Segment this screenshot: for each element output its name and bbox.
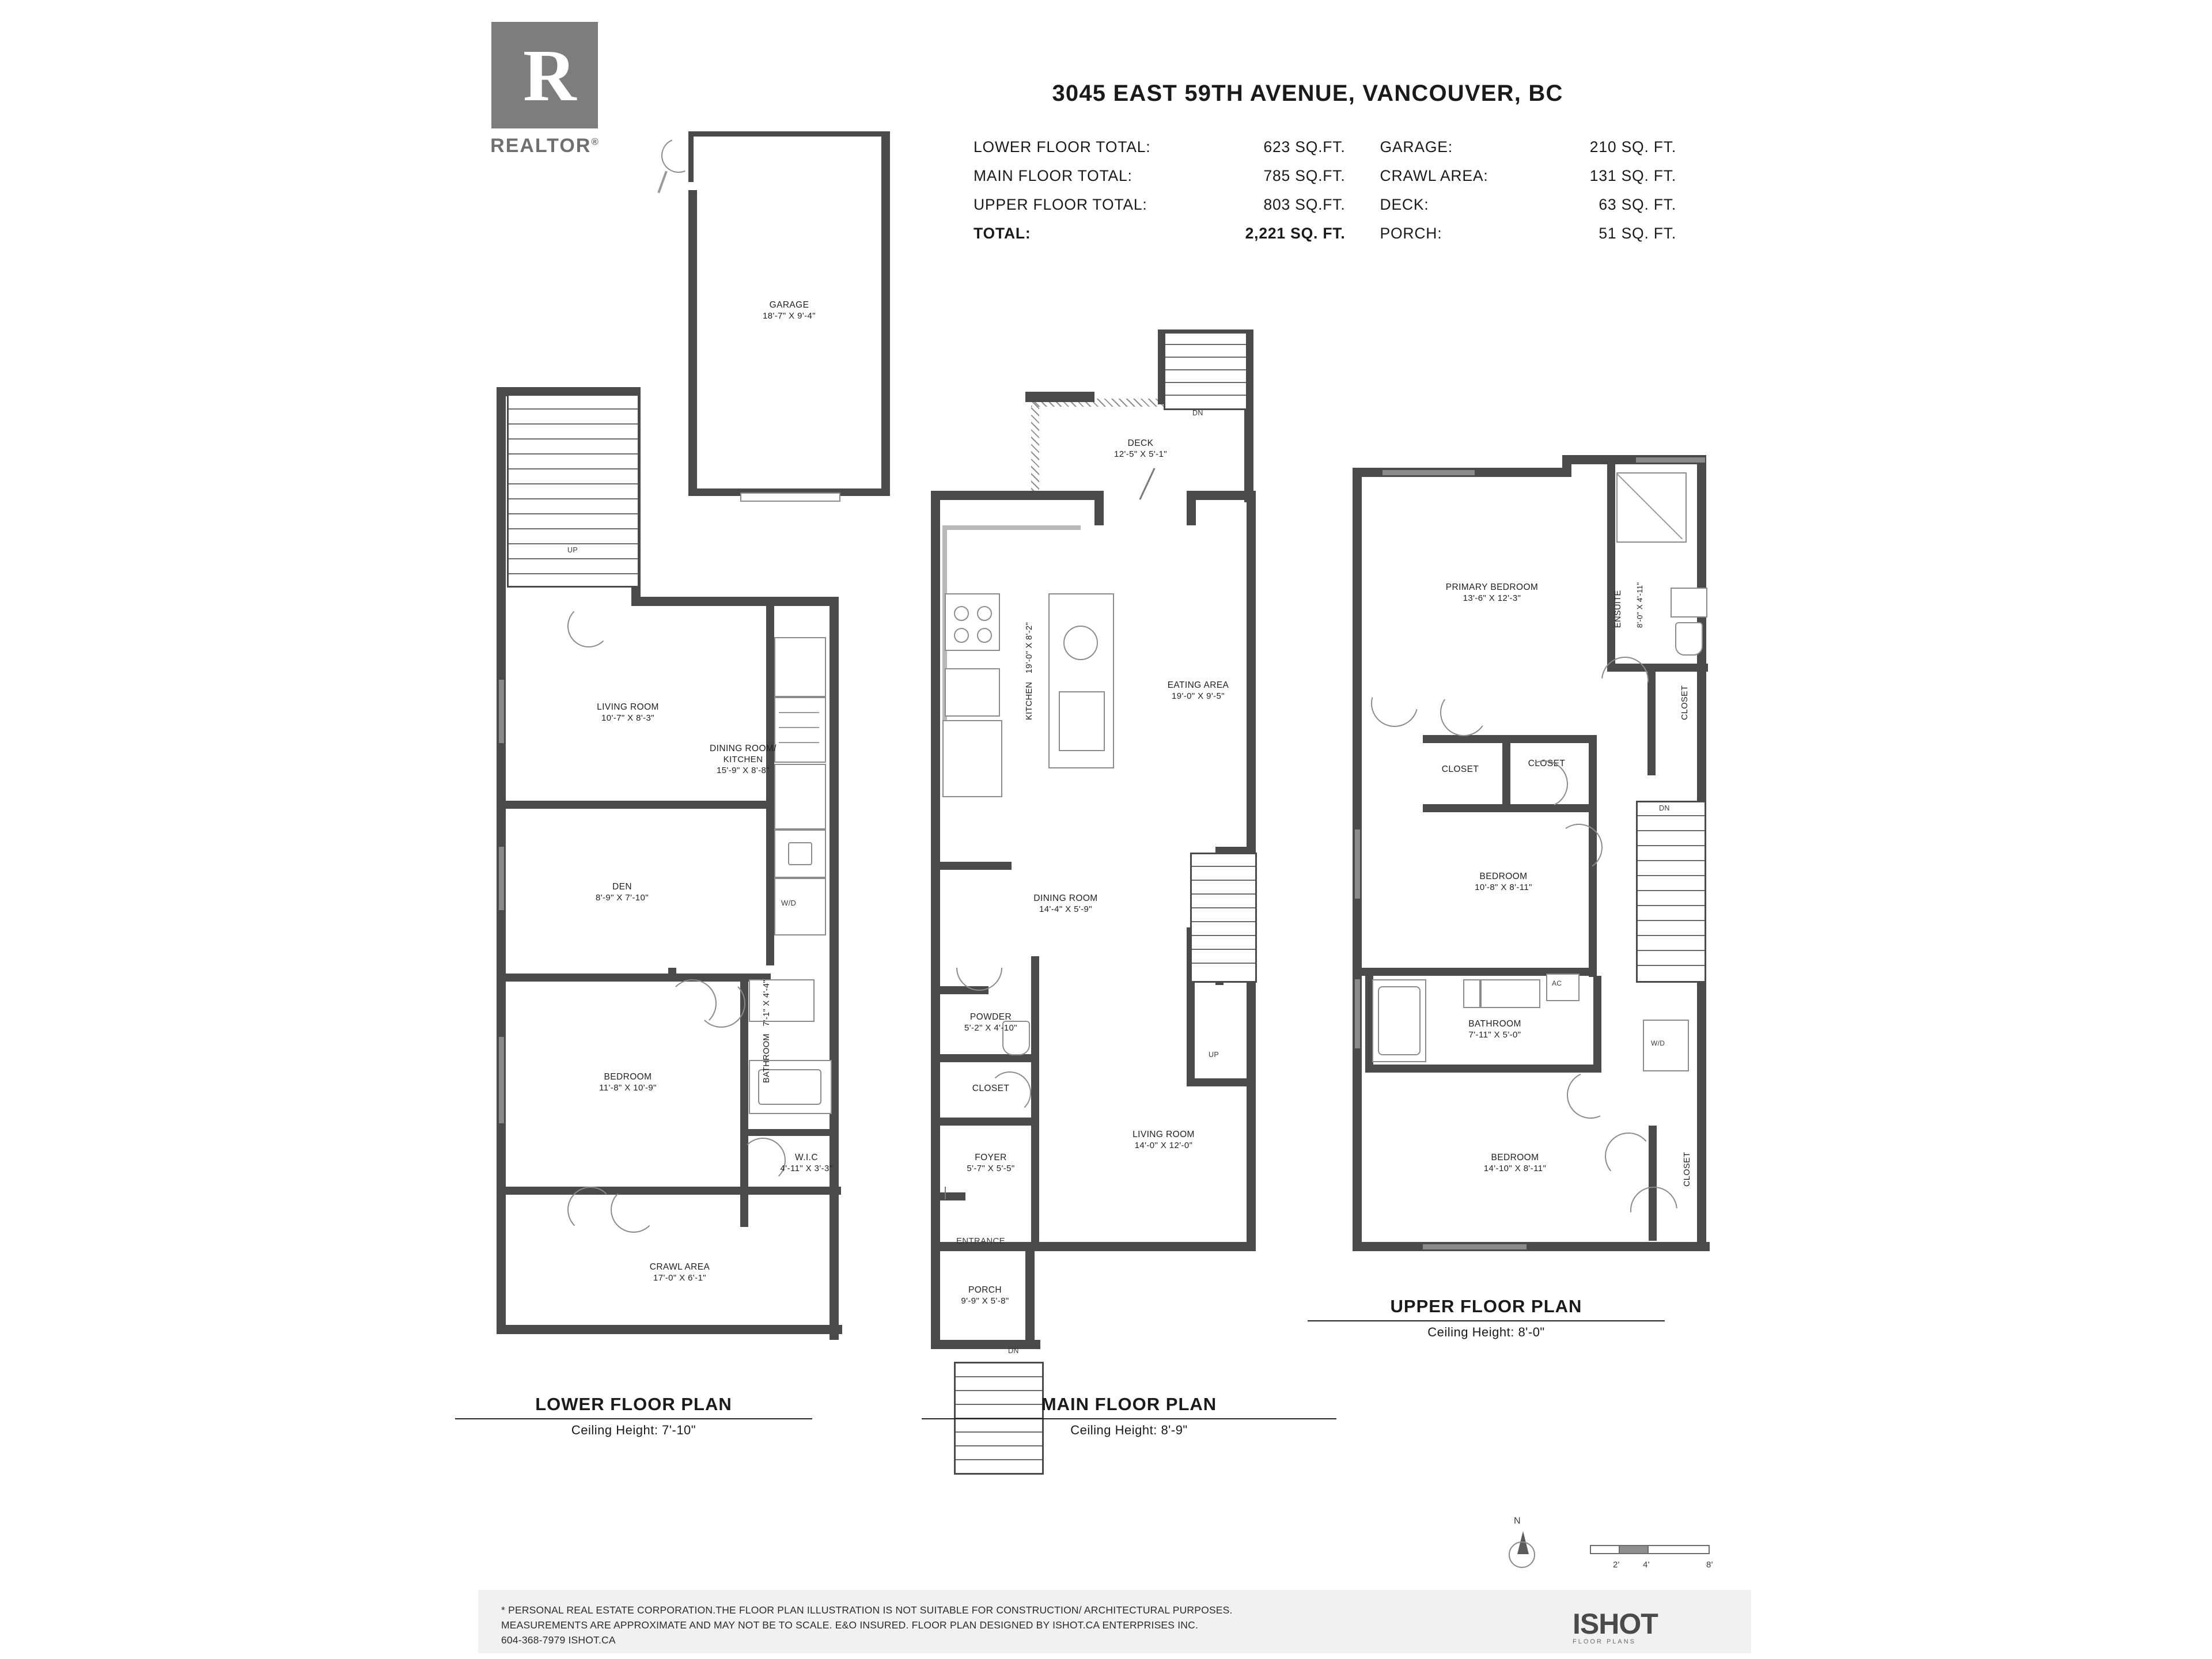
room-label-primary-bedroom: PRIMARY BEDROOM 13'-6" X 12'-3" (1445, 582, 1539, 603)
room-label-deck: DECK 12'-5" X 5'-1" (1113, 438, 1168, 459)
garage-wall-top (691, 131, 887, 137)
window-living-lower (499, 680, 504, 743)
room-label-lower-den: DEN 8'-9" X 7'-10" (595, 882, 649, 903)
toilet-upper (1463, 979, 1480, 1008)
ishot-logo-subtext: FLOOR PLANS (1573, 1638, 1637, 1645)
room-label-upper-closet-b: CLOSET (1528, 759, 1566, 768)
island-sink (1063, 626, 1098, 660)
footer-disclaimer (501, 1603, 1423, 1647)
room-label-upper-closet-c: CLOSET (1683, 1152, 1692, 1187)
toilet-ensuite (1675, 622, 1703, 656)
room-label-main-kitchen: KITCHEN 19'-0" X 8'-2" (1025, 622, 1034, 720)
sink-main (945, 668, 1000, 717)
lower-wall-den-top (506, 801, 771, 809)
main-wall-top-right (1187, 491, 1256, 500)
upper-wall-bath-right (1593, 976, 1601, 1073)
garage-wall-right (881, 131, 890, 495)
deck-edge-left (1031, 399, 1039, 497)
main-plan-ceiling: Ceiling Height: 8'-9" (922, 1418, 1336, 1438)
main-wall-foyer-right (1031, 956, 1039, 1244)
upper-plan-ceiling: Ceiling Height: 8'-0" (1308, 1320, 1665, 1340)
room-label-garage: GARAGE 18'-7" X 9'-4" (762, 300, 816, 321)
entrance-label: ENTRANCE (956, 1236, 1005, 1246)
upper-stair (1636, 801, 1706, 983)
scale-bar (1590, 1545, 1734, 1558)
main-stair-top (1164, 332, 1248, 410)
vanity-upper (1480, 979, 1540, 1008)
upper-wall-ensuite-left (1607, 464, 1615, 672)
room-label-lower-crawl: CRAWL AREA 17'-0" X 6'-1" (649, 1262, 710, 1283)
upper-wall-closet-ens-left (1647, 672, 1656, 775)
room-label-main-closet: CLOSET (972, 1084, 1010, 1093)
main-wall-foyer-bottom (931, 1192, 965, 1200)
room-label-upper-bedroom2: BEDROOM 10'-8" X 8'-11" (1475, 872, 1532, 892)
room-label-powder: POWDER 5'-2" X 4'-10" (964, 1012, 1018, 1033)
lower-wall-upper-mid (631, 597, 839, 606)
door-upper-2 (1437, 685, 1491, 740)
lower-stair (507, 394, 639, 588)
garage-label: GARAGE: (1380, 138, 1453, 156)
lower-wall-den-stub (668, 968, 676, 982)
upper-stair-dn-label: DN (1659, 804, 1670, 812)
room-label-porch: PORCH 9'-9" X 5'-8" (961, 1285, 1009, 1306)
room-label-lower-living: LIVING ROOM 10'-7" X 8'-3" (597, 702, 659, 723)
window-den-lower (499, 847, 504, 910)
cooktop-main (945, 593, 1000, 651)
main-wall-deck-left (1025, 392, 1094, 402)
upper-wall-closets-bottom (1423, 804, 1596, 812)
room-dim-ensuite: 8'-0" X 4'-11" (1635, 582, 1644, 628)
main-wall-living-bottom (1187, 1078, 1256, 1086)
total-value: 2,221 SQ. FT. (1245, 225, 1346, 242)
door-upper-1 (1362, 671, 1427, 736)
window-primary (1382, 470, 1475, 475)
room-label-foyer: FOYER 5'-7" X 5'-5" (967, 1153, 1015, 1173)
room-label-lower-bedroom: BEDROOM 11'-8" X 10'-9" (599, 1072, 657, 1093)
lower-wall-wic-top (740, 1129, 832, 1136)
main-stair-up-label: UP (1209, 1051, 1219, 1059)
footer-line-3: 604-368-7979 ISHOT.CA (501, 1634, 616, 1646)
main-wall-top-left (931, 491, 1104, 500)
realtor-logo-mark (491, 22, 598, 128)
window-ensuite (1636, 457, 1705, 463)
compass-north-label: N (1514, 1516, 1521, 1526)
realtor-logo (478, 22, 611, 166)
scale-tick-2: 2' (1613, 1560, 1620, 1570)
lower-plan-title: LOWER FLOOR PLAN (535, 1394, 732, 1414)
room-label-lower-bathroom: BATHROOM 7'-1" X 4'-4" (762, 979, 771, 1083)
garage-entry-door-leaf (657, 171, 667, 194)
deck-value: 63 SQ. FT. (1599, 196, 1676, 213)
fridge-main (942, 720, 1002, 797)
compass-icon (1501, 1527, 1541, 1567)
door-upper-6 (1560, 1065, 1620, 1125)
upper-wall-bottom (1353, 1242, 1710, 1251)
island-dishwasher (1059, 691, 1105, 751)
room-label-upper-closet-a: CLOSET (1441, 764, 1479, 774)
realtor-logo-letter: R (523, 35, 577, 116)
main-wall-closet-bottom (931, 1118, 1038, 1126)
main-floor-label: MAIN FLOOR TOTAL: (974, 167, 1132, 184)
garage-wall-left (688, 190, 697, 495)
main-plan-title: MAIN FLOOR PLAN (1041, 1394, 1217, 1414)
upper-floor-value: 803 SQ.FT. (1263, 196, 1346, 213)
main-entry-dn-label: DN (1008, 1347, 1019, 1355)
footer-line-2: MEASUREMENTS ARE APPROXIMATE AND MAY NOT BE TO SCALE. E&O INSURED. FLOOR PLAN DESIGNED BY ISHOT.CA ENTERPRISES INC. (501, 1619, 1199, 1631)
room-label-upper-bathroom: BATHROOM 7'-11" X 5'-0" (1468, 1019, 1521, 1040)
garage-door-opening (740, 493, 840, 502)
door-lower-crawl-2 (611, 1187, 657, 1233)
lower-wall-den-bottom (506, 974, 771, 982)
deck-door-leaf (1139, 468, 1155, 500)
table-row (974, 138, 1676, 167)
crawl-area-value: 131 SQ. FT. (1589, 167, 1676, 184)
room-label-lower-wic: W.I.C 4'-11" X 3'-3" (780, 1153, 833, 1173)
porch-value: 51 SQ. FT. (1599, 225, 1676, 242)
lower-wall-bottom (497, 1325, 842, 1334)
scale-tick-4: 4' (1643, 1560, 1650, 1570)
lower-floor-label: LOWER FLOOR TOTAL: (974, 138, 1151, 156)
lower-wd-label: W/D (781, 899, 797, 907)
upper-wd-label: W/D (1651, 1039, 1665, 1047)
room-label-main-living: LIVING ROOM 14'-0" X 12'-0" (1132, 1130, 1195, 1150)
garage-entry-door-arc (656, 133, 701, 178)
room-label-lower-dining-kitchen: DINING ROOM/ KITCHEN 15'-9" X 8'-8" (710, 744, 777, 775)
lower-plan-ceiling: Ceiling Height: 7'-10" (455, 1418, 812, 1438)
area-summary (974, 138, 1676, 253)
room-label-main-dining: DINING ROOM 14'-4" X 5'-9" (1033, 893, 1098, 914)
room-label-upper-bedroom3: BEDROOM 14'-10" X 8'-11" (1483, 1153, 1547, 1173)
scale-tick-8: 8' (1706, 1560, 1713, 1570)
door-main-closet (988, 1071, 1031, 1114)
main-stair-dn-top-label: DN (1192, 409, 1203, 417)
realtor-logo-wordmark: REALTOR® (490, 135, 600, 157)
window-upper-bed2 (1355, 830, 1360, 899)
toilet-lower (749, 979, 815, 1022)
main-wall-dining-left (931, 862, 1012, 870)
main-wall-left (931, 491, 940, 1251)
window-upper-bath (1355, 979, 1360, 1048)
table-row (974, 167, 1676, 196)
ac-label: AC (1552, 979, 1562, 987)
lower-wall-kitchen-left (766, 597, 774, 965)
table-row (974, 225, 1676, 253)
lower-floor-value: 623 SQ.FT. (1263, 138, 1346, 156)
page-title: 3045 EAST 59TH AVENUE, VANCOUVER, BC (1052, 81, 1563, 106)
footer-line-1: * PERSONAL REAL ESTATE CORPORATION.THE FLOOR PLAN ILLUSTRATION IS NOT SUITABLE FOR CONSTRUCTION/ ARCHITECTURAL PURPOSES. (501, 1604, 1233, 1616)
table-row (974, 196, 1676, 225)
window-upper-bed3 (1423, 1244, 1527, 1249)
washer-dryer-upper (1643, 1020, 1689, 1071)
crawl-area-label: CRAWL AREA: (1380, 167, 1488, 184)
upper-wall-bath-bottom (1365, 1065, 1596, 1073)
upper-plan-title: UPPER FLOOR PLAN (1390, 1296, 1582, 1316)
garage-value: 210 SQ. FT. (1589, 138, 1676, 156)
upper-wall-closets-mid (1502, 735, 1510, 810)
lower-stair-up-label: UP (567, 546, 578, 554)
door-lower-bath (697, 979, 745, 1028)
lower-wall-right-upper (830, 597, 839, 971)
room-label-closet-ensuite: CLOSET (1680, 685, 1690, 720)
main-wall-top-notch (1094, 491, 1104, 525)
main-wall-bottom-right (1118, 1242, 1256, 1251)
door-upper-8 (1620, 1177, 1687, 1244)
upper-wall-closets-right (1589, 735, 1597, 812)
kitchen-counter-lower (774, 637, 826, 697)
door-lower-crawl-1 (567, 1187, 613, 1233)
ishot-logo-text: ISHOT (1573, 1608, 1658, 1640)
deck-label: DECK: (1380, 196, 1429, 213)
upper-floor-label: UPPER FLOOR TOTAL: (974, 196, 1147, 213)
main-stair-up (1190, 853, 1257, 983)
main-wall-powder-bottom (931, 1054, 1038, 1062)
ishot-logo (1573, 1607, 1658, 1645)
vanity-ensuite (1671, 588, 1707, 618)
porch-label: PORCH: (1380, 225, 1442, 242)
room-label-eating-area: EATING AREA 19'-0" X 9'-5" (1167, 680, 1229, 701)
main-floor-value: 785 SQ.FT. (1263, 167, 1346, 184)
room-label-ensuite: ENSUITE (1613, 590, 1623, 628)
ac-unit (1546, 974, 1580, 1001)
door-upper-7 (1603, 1131, 1654, 1182)
porch-wall-bottom (931, 1340, 1040, 1349)
door-lower-hall-1 (567, 605, 610, 647)
door-upper-5 (1552, 820, 1607, 875)
window-bedroom-lower (499, 1037, 504, 1123)
kitchen-counter-top (942, 525, 1081, 530)
total-label: TOTAL: (974, 225, 1031, 242)
